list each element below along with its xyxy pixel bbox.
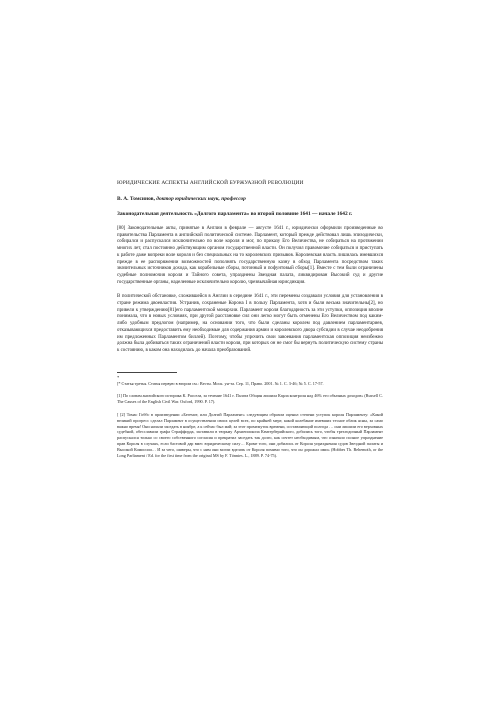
footnote-marker: * bbox=[117, 374, 120, 380]
author-role: доктор юридических наук, профессор bbox=[156, 196, 246, 202]
footnote: [1] По словам английского историка К. Рассела, за течение 1641 г. Палата Общин лишила Карла контроля над 46% его обычных доходов» (Russell C. The Causes of the English Civil War. Oxford, 1990. P. 17). bbox=[117, 393, 383, 405]
footnote: [ [2] Томас Гоббс в произведении «Бегемот, или Долгий Парламент» следующим образом оценил степени уступок короля Парламенту: «Какой великий прогресс сделал Парламент в осуществлении своих целей всех, по крайней мере, какой колебание имевших тесное облик ясны, за само важно время! Они начали заседать в ноябре, а к сейчас был май; за этот промежуток времени, составляющий полгода … они лишили его верховных судебной, обесславили графа Страффорда, заставили в тюрьму Архиепископа Кентерберийского, добились того, чтобы трехгодичный Парламент распускался только со своего собственного согласия и прекратил заседать так долго, как сочтет необходимым, что означало полное упразднение прав Короля в случаях, если бастовой дар вмес юридическому силу… Кроме того, они добились от Короля упразднения судов Звездной палаты и Высокой Комиссии… И за чего, шиверы, что с ним они могли вделать от Короля помимо того, что он дорожал ими» (Hobbes Th. Behemoth, or the Long Parliament / Ed. for the first time from the original MS by F. Tönnies. L., 1889. P. 74-75). bbox=[117, 412, 383, 458]
section-title: ЮРИДИЧЕСКИЕ АСПЕКТЫ АНГЛИЙСКОЙ БУРЖУАЗНОЙ РЕВОЛЮЦИИ bbox=[117, 180, 304, 186]
article-title: Законодательная деятельность «Долгого парламента» во второй половине 1641 — начале 1642 г. bbox=[117, 211, 353, 217]
body-paragraph: В политической обстановке, сложившейся в Англии в середине 1641 г., эти перемены создавали условия для установления в стране режима двоевластия. Устранив, сохраненые Корона I в пользу Парламента, хотя и были весьма значительны[2], но привели к утверждению[81]его парламентской монархии. Парламент короля благодарность за эти уступки, оппозиция вполне понимала, что в новых условиях, при другой расстановке сил они легко могут быть отменены Его Величеством под каким-либо удобным предлогом (например, на основании того, что были сделаны королем под давлением парламентариев, отказывающихся предоставить ему необходимые для содержания армии и королевского двора субсидии в случае неодобрения им предложенных Парламентом биллей). Поэтому, чтобы упрочить свои завоевания парламентская оппозиция неизбежно должна была добиваться таких ограничений власти короля, при которых он не смог бы вернуть политическую систему страны к состоянию, в каком она находилась до начала преобразований. bbox=[117, 294, 383, 353]
author-name: В. А. Томсинов, bbox=[117, 196, 155, 202]
footnote: [* Статья третья. Статья первую в втором см.: Вестн. Моск. ун-та. Сер. 11, Право. 2001. № 1. С. 3-46; № 5. С. 17-57. bbox=[117, 380, 324, 386]
body-paragraph: [80] Законодательные акты, принятые в Англии в феврале — августе 1641 г., юридически оформили произведенные во правительства Парламента в английской политической системе. Парламент, который прежде действовал лишь эпизодически, собирался и распускался исключительно по воле короля и мог, по приказу Его Величества, не собираться на протяжении многих лет, стал постоянно действующим органом государственной власти. Он получил правомочие собираться и приступать к работе даже вопреки воле короля и без специальных на то королевских призывов. Королевская власть лишилась имевшихся прежде в ее распоряжении возможностей пополнять государственную казну в обход Парламента посредством таких значительных источников дохода, как корабельные сборы, потонный и пофунтовый сборы[1]. Вместе с тем были ограничены судебные полномочия короля и Тайного совета, упразднены Звездная палата, ликвидирован Высокий суд и другие государственные органы, наделенные исключительно королю, чрезвычайная юрисдикция. bbox=[117, 226, 383, 285]
author-line bbox=[117, 196, 383, 203]
footnote-separator bbox=[117, 372, 177, 373]
page-content bbox=[117, 180, 383, 465]
